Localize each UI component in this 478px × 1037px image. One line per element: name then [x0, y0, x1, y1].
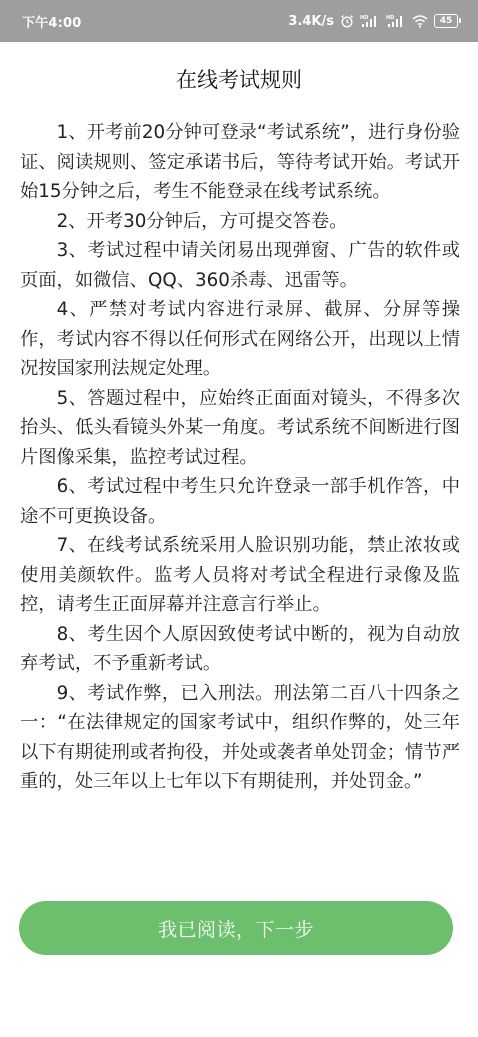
status-time: 下午4:00 — [22, 15, 82, 31]
page-title: 在线考试规则 — [176, 68, 302, 92]
status-icons — [288, 14, 458, 29]
svg-text:HD: HD — [360, 15, 369, 21]
battery-icon — [434, 14, 458, 28]
rule-item: 9、考试作弊，已入刑法。刑法第二百八十四条之一：“在法律规定的国家考试中，组织作弊的，处三年以下有期徒刑或者拘役，并处或袭者单处罚金；情节严重的，处三年以上七年以下有期徒刑，并处罚金。” — [20, 682, 460, 792]
rule-item: 5、答题过程中，应始终正面面对镜头，不得多次抬头、低头看镜头外某一角度。考试系统不间断进行图片图像采集，监控考试过程。 — [20, 387, 460, 468]
signal-hd-icon — [360, 14, 380, 28]
battery-level: 45 — [439, 15, 453, 26]
rule-item: 8、考生因个人原因致使考试中断的，视为自动放弃考试，不予重新考试。 — [20, 623, 460, 674]
next-step-button[interactable]: 我已阅读，下一步 — [19, 901, 453, 955]
signal-hd-icon — [386, 14, 406, 28]
status-bar — [0, 0, 478, 42]
rule-item: 6、考试过程中考生只允许登录一部手机作答，中途不可更换设备。 — [20, 476, 460, 527]
network-speed: 3.4K/s — [288, 13, 334, 29]
rule-item: 2、开考30分钟后，方可提交答卷。 — [56, 210, 348, 232]
rules-list — [20, 118, 460, 797]
wifi-icon — [412, 14, 428, 28]
rule-item: 3、考试过程中请关闭易出现弹窗、广告的软件或页面，如微信、QQ、360杀毒、迅雷等。 — [20, 240, 460, 291]
rule-item: 7、在线考试系统采用人脸识别功能，禁止浓妆或使用美颜软件。监考人员将对考试全程进行录像及监控，请考生正面屏幕并注意言行举止。 — [20, 535, 460, 615]
svg-text:HD: HD — [386, 15, 395, 21]
alarm-icon — [340, 14, 354, 28]
rule-item: 4、严禁对考试内容进行录屏、截屏、分屏等操作，考试内容不得以任何形式在网络公开，出现以上情况按国家刑法规定处理。 — [20, 299, 460, 379]
rule-item: 1、开考前20分钟可登录“考试系统”，进行身份验证、阅读规则、签定承诺书后，等待考试开始。考试开始15分钟之后，考生不能登录在线考试系统。 — [20, 122, 460, 202]
